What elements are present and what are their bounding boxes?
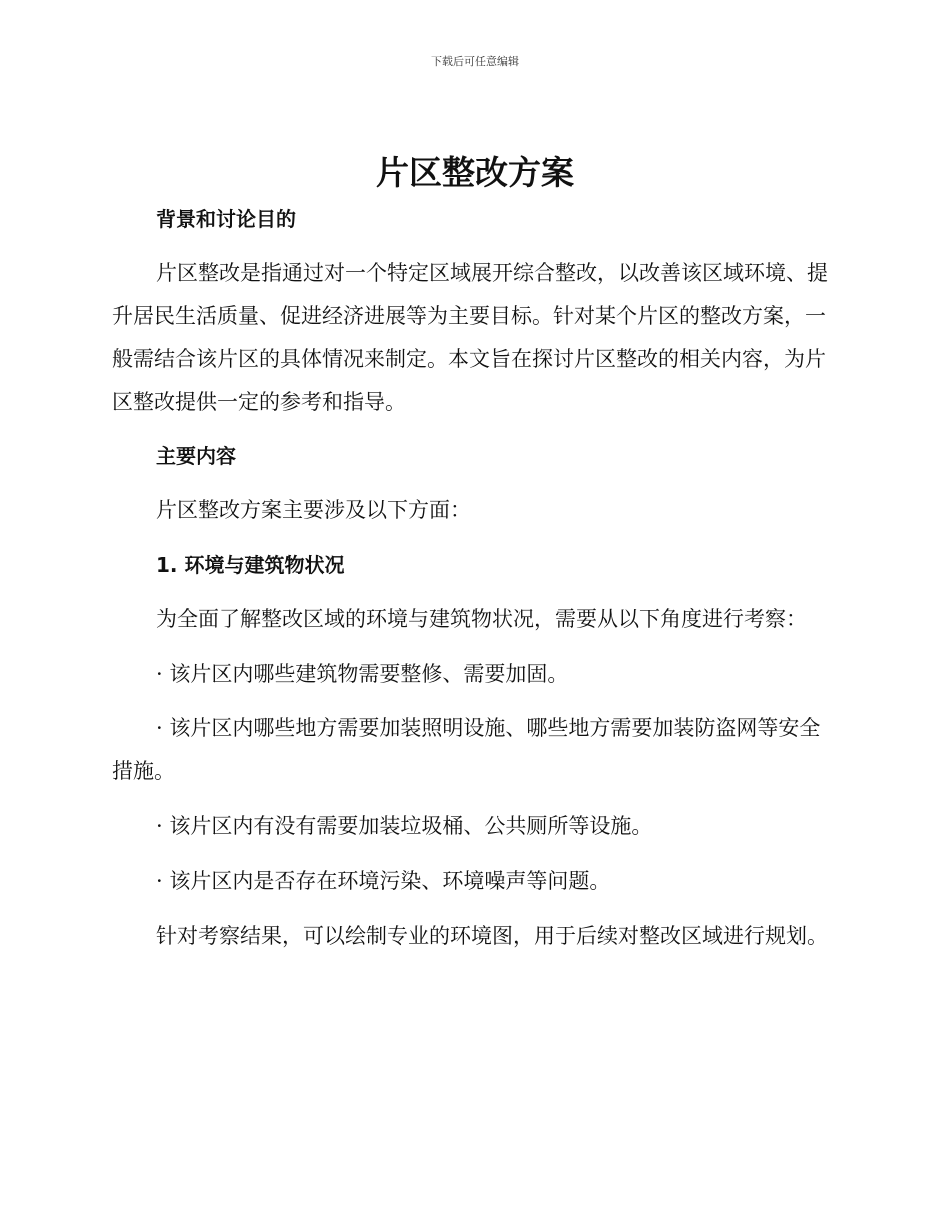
sub-heading-environment: 1. 环境与建筑物状况	[156, 553, 345, 577]
bullet-item: · 该片区内哪些地方需要加装照明设施、哪些地方需要加装防盗网等安全措施。	[112, 716, 821, 783]
page-title: 片区整改方案	[376, 153, 574, 192]
bullet-item: · 该片区内有没有需要加装垃圾桶、公共厕所等设施。	[156, 814, 653, 838]
bullet-item: · 该片区内是否存在环境污染、环境噪声等问题。	[156, 869, 611, 893]
section-heading-main: 主要内容	[156, 444, 236, 468]
section-heading-background: 背景和讨论目的	[156, 207, 296, 231]
conclusion-paragraph: 针对考察结果，可以绘制专业的环境图，用于后续对整改区域进行规划。	[156, 924, 828, 948]
main-intro-paragraph: 片区整改方案主要涉及以下方面：	[156, 498, 471, 522]
environment-intro-paragraph: 为全面了解整改区域的环境与建筑物状况，需要从以下角度进行考察：	[156, 607, 807, 631]
bullet-item: · 该片区内哪些建筑物需要整修、需要加固。	[156, 662, 569, 686]
header-note: 下载后可任意编辑	[431, 55, 519, 68]
background-paragraph: 片区整改是指通过对一个特定区域展开综合整改，以改善该区域环境、提升居民生活质量、促进经济进展等为主要目标。针对某个片区的整改方案，一般需结合该片区的具体情况来制定。本文旨在探讨片区整改的相关内容，为片区整改提供一定的参考和指导。	[112, 261, 828, 414]
